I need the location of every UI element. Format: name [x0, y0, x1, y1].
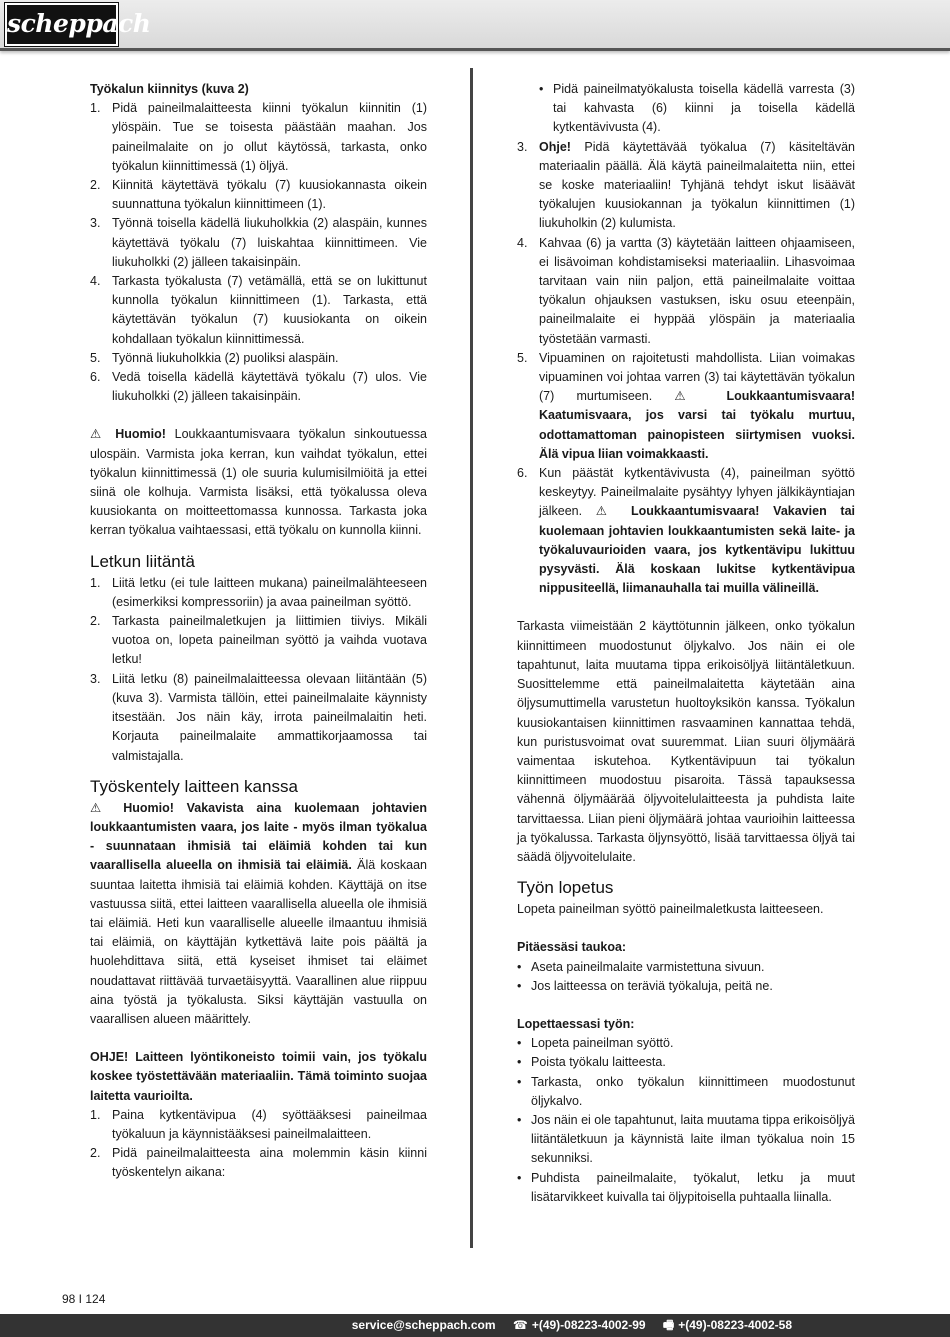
footer-fax: +(49)-08223-4002-58 — [678, 1318, 792, 1332]
step-number: 3. — [517, 139, 528, 154]
bullet-text: Puhdista paineilmalaite, työkalut, letku ja muut lisätarvikkeet kuivalla tai öljypitoisella puhtaalla liinalla. — [531, 1170, 855, 1204]
grip-bullet-list — [517, 80, 855, 138]
step-text: Pidä paineilmalaitteesta kiinni työkalun kiinnitin (1) ylöspäin. Tue se toisesta päästään maahan. Jos paineilmalaite on jo ollut käytössä, tarkasta, onko työkalun kiinnittimessä (1) öljyä. — [112, 101, 427, 173]
step-number: 2. — [90, 1146, 101, 1161]
step-text: Vipuaminen on rajoitetusti mahdollista. Liian voimakas vipuaminen voi johtaa varren (3) tai käytettävän työkalun (7) murtumiseen. — [539, 350, 855, 404]
list-item — [90, 349, 427, 368]
list-item — [90, 368, 427, 406]
spacer — [517, 867, 855, 877]
step-text: Tarkasta työkalusta (7) vetämällä, että se on lukittunut kunnolla työkalun kiinnittimeen (1). Tarkasta, että käytettävän työkalun (7) kuusiokanta on oikein kohdallaan työkalun kiinnittimessä. — [112, 274, 427, 346]
list-item — [90, 99, 427, 176]
list-item — [517, 1169, 855, 1207]
bullet: • — [517, 959, 522, 974]
step-number: 6. — [90, 370, 101, 385]
step-number: 2. — [90, 614, 101, 629]
break-title: Pitäessäsi taukoa: — [517, 940, 627, 955]
left-column — [90, 80, 427, 1183]
bullet-text: Jos näin ei ole tapahtunut, laita muutama tippa erikoisöljyä liitäntäletkuun ja käynnistä laite ilman työkalua noin 15 sekunniksi. — [531, 1112, 855, 1166]
bullet-text: Poista työkalu laitteesta. — [531, 1055, 666, 1070]
working-steps-continued — [517, 138, 855, 599]
step-text: Pidä paineilmalaitteesta aina molemmin käsin kiinni työskentelyn aikana: — [112, 1146, 427, 1180]
list-item — [90, 1144, 427, 1182]
spacer — [517, 919, 855, 938]
fax-icon: 🖷 — [662, 1318, 675, 1332]
working-title: Työskentely laitteen kanssa — [90, 776, 298, 796]
phone-icon: ☎ — [512, 1318, 528, 1332]
list-item — [517, 349, 855, 464]
step-number: 3. — [90, 671, 101, 686]
bullet-text: Jos laitteessa on teräviä työkaluja, peitä ne. — [531, 978, 773, 993]
step-text: Vedä toisella kädellä käytettävä työkalu (7) ulos. Vie liukuholkki (2) jälleen takaisinpäin. — [112, 370, 427, 404]
bullet: • — [539, 82, 544, 96]
step-text: Pidä käytettävää työkalua (7) käsiteltävän materiaalin päällä. Älä käytä paineilmalaitetta niin, ettei se koske materiaaliin! Tyhjänä tehdyt iskut lisäävät työkalujen kuusiokannan ja työkalun kiinnittimen (1) liukuholkin (2) kulumista. — [539, 139, 855, 231]
bullet: • — [517, 1074, 522, 1089]
step-text: Paina kytkentävipua (4) syöttääksesi paineilmaa työkaluun ja käynnistääksesi paineilmalaitteen. — [112, 1107, 427, 1141]
end-title: Lopettaessasi työn: — [517, 1016, 635, 1031]
working-note: OHJE! Laitteen lyöntikoneisto toimii vain, jos työkalu koskee työstettävään materiaaliin. Tämä toiminto suojaa laitetta vaurioilta. — [90, 1050, 427, 1103]
step-number: 2. — [90, 178, 101, 193]
step-text: Kun päästät kytkentävivusta (4), paineilman syöttö keskeytyy. Paineilmalaite pysähtyy lyhyen jälkikäyntiajan jälkeen. — [539, 466, 855, 519]
finish-intro: Lopeta paineilman syöttö paineilmaletkusta laitteeseen. — [517, 902, 824, 917]
end-list — [517, 1034, 855, 1207]
footer-phone: +(49)-08223-4002-99 — [531, 1318, 646, 1332]
list-item — [90, 612, 427, 670]
footer-email: service@scheppach.com — [351, 1318, 496, 1332]
column-divider — [470, 68, 473, 1248]
spacer — [517, 996, 855, 1015]
step-text: Kiinnitä käytettävä työkalu (7) kuusiokannasta oikein suunnattuna työkalun kiinnittimeen (1). — [112, 178, 427, 212]
list-item — [517, 1111, 855, 1169]
working-warning — [90, 799, 427, 1029]
tool-fitting-warning — [90, 425, 427, 540]
bullet: • — [517, 1170, 522, 1185]
bullet: • — [517, 1055, 522, 1070]
hose-steps — [90, 574, 427, 766]
hose-title: Letkun liitäntä — [90, 551, 195, 571]
finish-title: Työn lopetus — [517, 878, 614, 898]
step-text: Liitä letku (8) paineilmalaitteessa olevaan liitäntään (5) (kuva 3). Varmista tällöin, ettei paineilmalaite käynnisty itsestään. Jos näin käy, irrota paineilmalaitin heti. Korjauta paineilmalaite ammattikorjaamossa tai valmistajalla. — [112, 671, 427, 763]
list-item — [517, 958, 855, 977]
page-number: 98 I 124 — [62, 1292, 106, 1306]
step-number: 4. — [517, 235, 528, 250]
list-item — [517, 464, 855, 598]
bullet-text: Aseta paineilmalaite varmistettuna sivuun. — [531, 959, 765, 974]
list-item — [517, 1034, 855, 1053]
working-steps — [90, 1106, 427, 1183]
right-column — [517, 80, 855, 1207]
list-item — [517, 138, 855, 234]
list-item — [517, 977, 855, 996]
step-text: Kahvaa (6) ja vartta (3) käytetään laitteen ohjaamiseen, ei lisävoiman kohdistamiseksi materiaaliin. Lihasvoimaa tarvitaan vain niin paljon, että paineilmalaite voittaa työkalun ohjauksen vastuksen, isku osuu eteenpäin, paineilmalaite ei hyppää ylöspäin ja materiaalia työstetään varmasti. — [539, 235, 855, 346]
footer-contact — [338, 1314, 792, 1337]
step-label: Ohje! — [539, 139, 571, 154]
list-item — [517, 234, 855, 349]
bullet: • — [517, 1036, 522, 1051]
step-text: Liitä letku (ei tule laitteen mukana) paineilmalähteeseen (esimerkiksi kompressoriin) ja avaa paineilman syöttö. — [112, 575, 427, 609]
step-number: 1. — [90, 1107, 101, 1122]
list-item — [90, 1106, 427, 1144]
spacer — [90, 1029, 427, 1048]
warning-bold: ⚠ Huomio! Vakavista aina kuolemaan johtavien loukkaantumisten vaara, jos laite - myös ilman työkalua - suunnataan ihmisiä tai eläimiä kohden tai kun vaarallisella alueella on ihmisiä tai eläimiä. — [90, 800, 427, 873]
spacer — [90, 406, 427, 425]
list-item — [90, 574, 427, 612]
tool-fitting-title: Työkalun kiinnitys (kuva 2) — [90, 82, 249, 96]
spacer — [517, 598, 855, 617]
list-item — [90, 272, 427, 349]
step-warning: ⚠ Loukkaantumisvaara! Vakavien tai kuolemaan johtavien loukkaantumisten sekä laite- ja työkaluvaurioiden vaara, jos kytkentävipu lukittuu pysyvästi. Älä koskaan lukitse kytkentävipua nippusiteellä, liimanauhalla tai muilla välineillä. — [539, 504, 855, 596]
break-list — [517, 958, 855, 996]
step-number: 1. — [90, 101, 101, 116]
spacer — [90, 541, 427, 551]
tool-fitting-steps — [90, 99, 427, 406]
step-number: 6. — [517, 466, 528, 481]
step-number: 5. — [517, 350, 528, 365]
step-text: Tarkasta paineilmaletkujen ja liittimien tiiviys. Mikäli vuotoa on, lopeta paineilman syöttö ja vaihda vuotava letku! — [112, 614, 427, 667]
list-item — [90, 214, 427, 272]
page-header — [0, 0, 950, 51]
list-item — [90, 176, 427, 214]
oil-paragraph: Tarkasta viimeistään 2 käyttötunnin jälkeen, onko työkalun kiinnittimeen muodostunut öljykalvo. Jos näin ei ole tapahtunut, laita muutama tippa erikoisöljyä liitäntäletkuun. Suosittelemme että paineilmalaitetta käytetään aina öljysumuttimella varustetun huoltoyksikön kanssa. Työkalun kuusiokantaisen kiinnittimen rasvaaminen kannattaa tehdä, kun puristusvoimat ovat suuremmat. Liian suuri öljymäärä vaimentaa iskutehoa. Kytkentävipuun tai työkalun kiinnittimeen muodostuu pisaroita. Tässä tapauksessa vähennä öljymäärää öljyvoitelulaitteesta ja puhdista laite tarvittaessa. Liian pieni öljymäärä johtaa vaurioihin laitteessa ja työkalussa. Tarkasta öljynsyöttö, lisää tarvittaessa öljyä tai säädä öljyvoitelulaite. — [517, 619, 855, 864]
step-warning: ⚠ Loukkaantumisvaara! Kaatumisvaara, jos varsi tai työkalu murtuu, odottamattoman painopisteen siirtymisen vuoksi. Älä vipua liian voimakkaasti. — [539, 389, 855, 461]
spacer — [90, 766, 427, 776]
step-number: 3. — [90, 216, 101, 231]
page-footer — [0, 1314, 950, 1337]
list-item — [517, 1073, 855, 1111]
bullet-text: Tarkasta, onko työkalun kiinnittimeen muodostunut öljykalvo. — [531, 1074, 855, 1108]
list-item — [539, 80, 855, 138]
scheppach-logo: scheppach — [5, 3, 118, 46]
warning-label: ⚠ Huomio! — [90, 427, 166, 442]
bullet: • — [517, 1112, 522, 1127]
bullet-text: Lopeta paineilman syöttö. — [531, 1036, 674, 1051]
step-number: 5. — [90, 350, 101, 365]
bullet-text: Pidä paineilmatyökalusta toisella kädellä varresta (3) tai kahvasta (6) kiinni ja toisella kädellä kytkentävivusta (4). — [553, 82, 855, 135]
warning-text: Loukkaantumisvaara työkalun sinkoutuessa ulospäin. Varmista joka kerran, kun vaihdat työkalun, ettei työkalun kiinnittimessä (1) ole suuria kulumisilmiöitä ja ettei siinä ole kolhuja. Varmista lisäksi, että työkalussa oleva kuusiokanta on moitteettomassa kunnossa. Tarkasta joka kerran työkalua vaihtaessasi, että työkalu on kunnolla kiinni. — [90, 427, 427, 538]
bullet: • — [517, 978, 522, 993]
list-item — [517, 1053, 855, 1072]
step-number: 4. — [90, 274, 101, 289]
warning-text: Älä koskaan suuntaa laitetta ihmisiä tai eläimiä kohden. Käyttäjä on itse vastuussa siitä, ettei laitteen vaarallisella alueella ole ihmisiä tai eläimiä. Heti kun vaaralliselle alueelle ilmaantuu ihmisiä tai eläimiä, on käyttäjän kytkettävä laite pois päältä ja huolehdittava siitä, että kyseiset ihmiset tai eläimet noudattavat riittävää turvaetäisyyttä. Vaarallinen alue riippuu aina työstä ja työkalusta. Siksi käyttäjän vastuulla on vaarallisen alueen määrittely. — [90, 858, 427, 1026]
step-text: Työnnä liukuholkkia (2) puoliksi alaspäin. — [112, 350, 339, 365]
step-number: 1. — [90, 575, 101, 590]
step-text: Työnnä toisella kädellä liukuholkkia (2) alaspäin, kunnes käytettävä työkalu (7) luiskahtaa kiinnittimeen. Vie liukuholkki (2) jälleen takaisinpäin. — [112, 216, 427, 269]
list-item — [90, 670, 427, 766]
